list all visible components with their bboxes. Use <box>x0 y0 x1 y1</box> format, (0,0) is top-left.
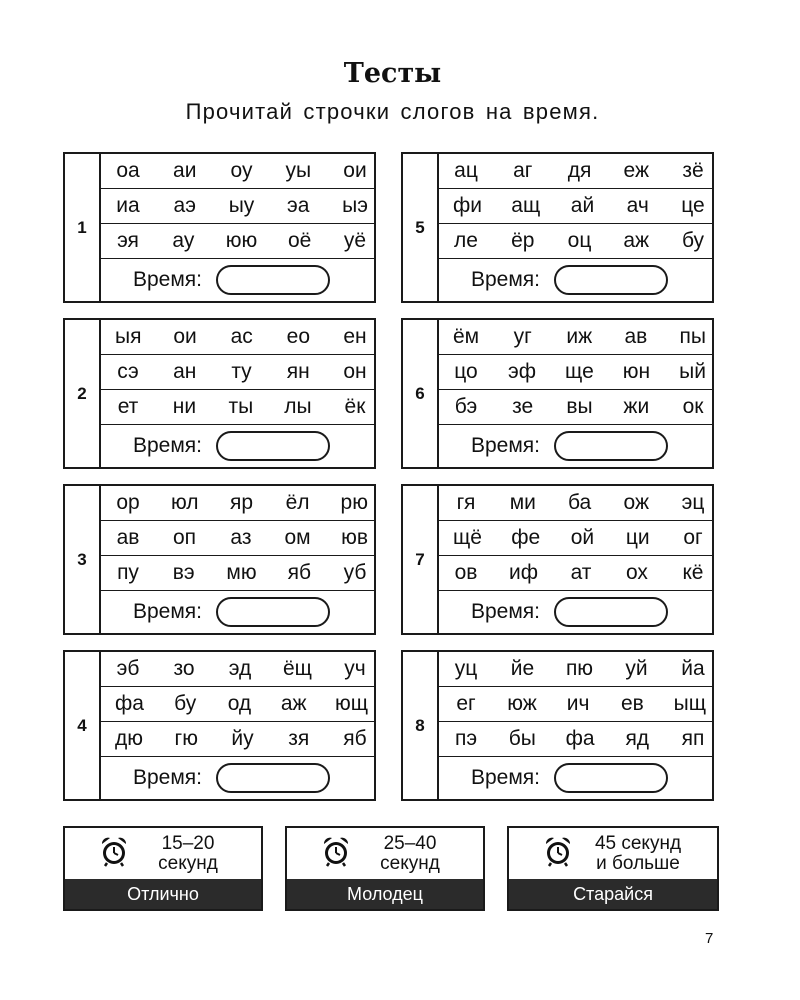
syllable-row <box>439 652 712 687</box>
syllable: уё <box>343 229 367 252</box>
alarm-clock-icon <box>543 835 573 872</box>
syllable: эф <box>508 360 537 383</box>
syllable: бэ <box>454 395 478 418</box>
alarm-clock-icon <box>99 835 129 872</box>
time-label: Время: <box>471 766 541 789</box>
syllable: ци <box>625 526 650 549</box>
syllable-row <box>439 486 712 521</box>
syllable: эц <box>681 491 705 514</box>
syllable: он <box>343 360 367 383</box>
syllable: йу <box>231 727 254 750</box>
syllable: оу <box>230 159 253 182</box>
syllable: яд <box>625 727 650 750</box>
syllable: юю <box>225 229 258 252</box>
syllable: иф <box>508 561 538 584</box>
time-row <box>439 757 712 799</box>
syllable: бы <box>508 727 536 750</box>
syllable: иа <box>116 194 140 217</box>
test-block <box>401 152 714 303</box>
syllable: ав <box>116 526 140 549</box>
syllable-row <box>439 722 712 757</box>
syllable: щё <box>453 526 482 549</box>
syllable: аз <box>230 526 252 549</box>
syllable: ич <box>566 692 590 715</box>
syllable: вы <box>566 395 593 418</box>
syllable: ас <box>230 325 253 348</box>
syllable: юн <box>622 360 651 383</box>
syllable: ач <box>626 194 649 217</box>
syllable: сэ <box>117 360 139 383</box>
syllable: цо <box>454 360 478 383</box>
score-line-2: секунд <box>380 852 440 874</box>
syllable: аж <box>280 692 307 715</box>
syllable: ен <box>343 325 367 348</box>
syllable: дя <box>567 159 592 182</box>
syllable-row <box>439 189 712 224</box>
syllable-table <box>439 652 712 799</box>
syllable: аг <box>513 159 533 182</box>
syllable: ог <box>683 526 703 549</box>
syllable: эа <box>287 194 310 217</box>
time-entry-box[interactable] <box>216 763 330 793</box>
syllable-row <box>439 224 712 259</box>
score-card <box>285 826 485 911</box>
test-block <box>63 318 376 469</box>
syllable: эя <box>117 229 139 252</box>
syllable-table <box>101 652 374 799</box>
syllable: ый <box>679 360 706 383</box>
test-number: 5 <box>403 154 439 301</box>
syllable: ео <box>286 325 311 348</box>
test-number: 8 <box>403 652 439 799</box>
syllable-row <box>439 390 712 425</box>
time-row <box>101 591 374 633</box>
syllable: зо <box>173 657 195 680</box>
syllable-row <box>101 189 374 224</box>
syllable: пу <box>117 561 139 584</box>
syllable: ыу <box>228 194 255 217</box>
syllable: ющ <box>334 692 368 715</box>
score-line-2: секунд <box>158 852 218 874</box>
syllable: яб <box>287 561 311 584</box>
syllable: ой <box>570 526 595 549</box>
syllable: фи <box>453 194 483 217</box>
syllable-row <box>439 320 712 355</box>
syllable-row <box>439 521 712 556</box>
syllable: ёк <box>344 395 366 418</box>
time-label: Время: <box>133 268 203 291</box>
syllable-row <box>101 486 374 521</box>
syllable: ац <box>454 159 478 182</box>
syllable: ёл <box>285 491 310 514</box>
test-number: 7 <box>403 486 439 633</box>
test-number: 2 <box>65 320 101 467</box>
syllable: кё <box>682 561 704 584</box>
syllable: ты <box>228 395 254 418</box>
time-row <box>439 425 712 467</box>
score-time-range <box>351 834 483 874</box>
syllable: юв <box>341 526 368 549</box>
syllable: эб <box>116 657 140 680</box>
syllable: ом <box>284 526 311 549</box>
syllable: мю <box>226 561 257 584</box>
syllable: ни <box>172 395 197 418</box>
syllable: ох <box>625 561 648 584</box>
syllable: уц <box>454 657 478 680</box>
syllable: ов <box>454 561 478 584</box>
syllable: ож <box>623 491 650 514</box>
alarm-clock-icon <box>321 835 351 872</box>
time-entry-box[interactable] <box>554 763 668 793</box>
time-entry-box[interactable] <box>554 597 668 627</box>
syllable-row <box>439 556 712 591</box>
syllable: уы <box>285 159 312 182</box>
syllable: бу <box>681 229 705 252</box>
test-block <box>401 318 714 469</box>
page-number: 7 <box>705 930 714 947</box>
score-time-range <box>129 834 261 874</box>
time-entry-box[interactable] <box>216 431 330 461</box>
syllable-row <box>439 154 712 189</box>
test-block <box>401 484 714 635</box>
syllable: пю <box>565 657 594 680</box>
syllable: ор <box>116 491 140 514</box>
syllable: уч <box>344 657 366 680</box>
syllable: ыэ <box>342 194 368 217</box>
syllable: аэ <box>173 194 196 217</box>
time-label: Время: <box>133 600 203 623</box>
syllable-row <box>101 521 374 556</box>
syllable: ои <box>343 159 367 182</box>
score-rating-label: Молодец <box>287 879 483 909</box>
syllable: ау <box>172 229 195 252</box>
syllable-row <box>101 687 374 722</box>
syllable-table <box>439 154 712 301</box>
test-block <box>63 484 376 635</box>
syllable: бу <box>174 692 197 715</box>
syllable-row <box>101 355 374 390</box>
syllable: фа <box>565 727 595 750</box>
syllable: ег <box>456 692 476 715</box>
syllable: ан <box>173 360 197 383</box>
score-line-1: 45 секунд <box>594 832 682 854</box>
syllable: оё <box>287 229 312 252</box>
syllable: дю <box>115 727 144 750</box>
syllable: юж <box>507 692 537 715</box>
syllable: оа <box>116 159 140 182</box>
syllable-row <box>101 722 374 757</box>
syllable-row <box>101 224 374 259</box>
syllable: ыщ <box>673 692 706 715</box>
test-block <box>63 152 376 303</box>
syllable: фе <box>511 526 541 549</box>
test-block <box>63 650 376 801</box>
syllable: ай <box>570 194 595 217</box>
syllable: ои <box>173 325 197 348</box>
time-label: Время: <box>471 268 541 291</box>
syllable: аж <box>623 229 650 252</box>
time-entry-box[interactable] <box>216 597 330 627</box>
syllable: йа <box>681 657 705 680</box>
syllable: уб <box>343 561 367 584</box>
syllable: лы <box>284 395 312 418</box>
time-entry-box[interactable] <box>554 265 668 295</box>
syllable: гю <box>174 727 198 750</box>
score-card <box>63 826 263 911</box>
syllable-row <box>439 687 712 722</box>
syllable: ще <box>565 360 594 383</box>
syllable: ми <box>509 491 536 514</box>
syllable: гя <box>456 491 476 514</box>
time-row <box>439 259 712 301</box>
test-number: 4 <box>65 652 101 799</box>
syllable: иж <box>566 325 593 348</box>
time-row <box>101 757 374 799</box>
time-label: Время: <box>133 766 203 789</box>
syllable: од <box>227 692 252 715</box>
score-time-range <box>573 834 717 874</box>
syllable: ащ <box>511 194 541 217</box>
score-rating-label: Старайся <box>509 879 717 909</box>
time-row <box>101 259 374 301</box>
test-block <box>401 650 714 801</box>
time-label: Время: <box>133 434 203 457</box>
test-number: 3 <box>65 486 101 633</box>
syllable: уй <box>625 657 648 680</box>
syllable: жи <box>623 395 650 418</box>
syllable: уг <box>513 325 532 348</box>
syllable: ат <box>570 561 592 584</box>
syllable: ян <box>286 360 310 383</box>
syllable-table <box>101 320 374 467</box>
syllable: це <box>681 194 705 217</box>
syllable: вэ <box>172 561 195 584</box>
test-number: 1 <box>65 154 101 301</box>
syllable: оп <box>172 526 197 549</box>
syllable: зе <box>512 395 534 418</box>
score-rating-label: Отлично <box>65 879 261 909</box>
syllable: ём <box>453 325 480 348</box>
syllable: яб <box>343 727 367 750</box>
syllable: йе <box>510 657 535 680</box>
syllable: фа <box>115 692 144 715</box>
syllable: пы <box>679 325 706 348</box>
syllable: аи <box>173 159 197 182</box>
page-title: Тесты <box>343 58 442 89</box>
score-line-2: и больше <box>596 852 680 874</box>
syllable: ба <box>567 491 592 514</box>
syllable: ев <box>620 692 644 715</box>
syllable-row <box>439 355 712 390</box>
time-label: Время: <box>471 600 541 623</box>
time-row <box>439 591 712 633</box>
syllable: яп <box>681 727 705 750</box>
syllable: ёщ <box>283 657 312 680</box>
syllable: зё <box>682 159 704 182</box>
score-line-1: 15–20 <box>161 832 215 854</box>
syllable: ет <box>117 395 139 418</box>
syllable: ёр <box>511 229 535 252</box>
syllable-table <box>439 320 712 467</box>
syllable-row <box>101 652 374 687</box>
syllable: оц <box>567 229 592 252</box>
test-number: 6 <box>403 320 439 467</box>
time-row <box>101 425 374 467</box>
syllable: юл <box>171 491 199 514</box>
syllable-table <box>439 486 712 633</box>
syllable-row <box>101 154 374 189</box>
syllable: пэ <box>454 727 478 750</box>
syllable: ав <box>624 325 648 348</box>
syllable: рю <box>340 491 368 514</box>
syllable: яр <box>230 491 254 514</box>
syllable-row <box>101 556 374 591</box>
syllable: ту <box>231 360 252 383</box>
syllable: ле <box>454 229 478 252</box>
syllable: зя <box>288 727 310 750</box>
syllable: ок <box>682 395 704 418</box>
time-entry-box[interactable] <box>554 431 668 461</box>
page-subtitle: Прочитай строчки слогов на время. <box>185 99 600 124</box>
syllable-table <box>101 154 374 301</box>
score-line-1: 25–40 <box>383 832 437 854</box>
syllable: еж <box>623 159 649 182</box>
syllable-row <box>101 390 374 425</box>
time-label: Время: <box>471 434 541 457</box>
syllable: эд <box>228 657 252 680</box>
syllable-table <box>101 486 374 633</box>
syllable-row <box>101 320 374 355</box>
score-card <box>507 826 719 911</box>
syllable: ыя <box>115 325 142 348</box>
time-entry-box[interactable] <box>216 265 330 295</box>
